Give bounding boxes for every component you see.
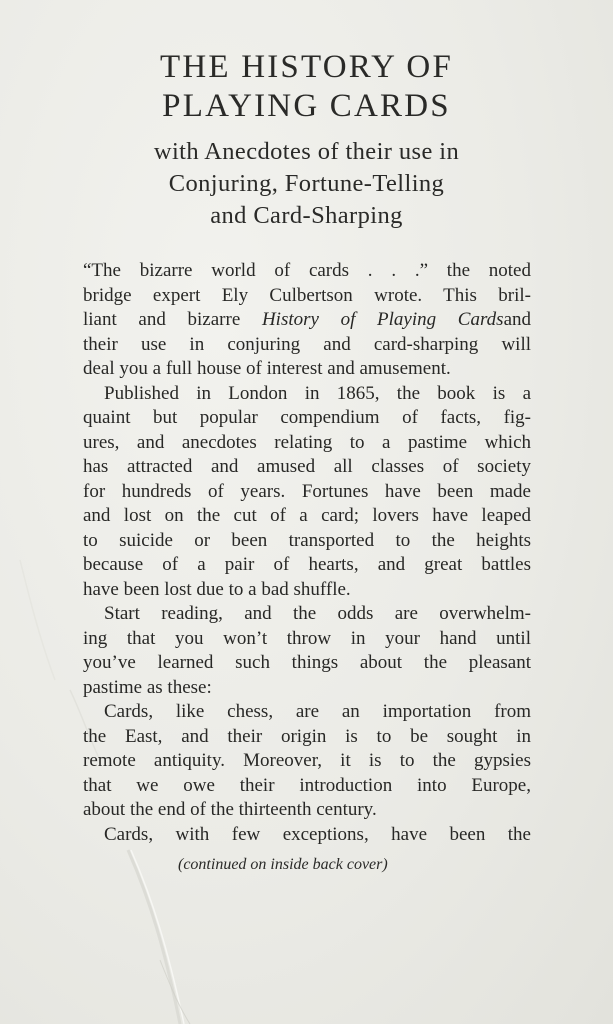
body-line: that we owe their introduction into Europe, [83, 775, 531, 796]
body-line: pastime as these: [83, 677, 212, 698]
body-line: their use in conjuring and card-sharping will [83, 334, 531, 355]
body-line: deal you a full house of interest and amusement. [83, 358, 451, 379]
body-text: and [503, 309, 531, 330]
body-line: Start reading, and the odds are overwhelm- [104, 603, 531, 624]
body-line: have been lost due to a bad shuffle. [83, 579, 351, 600]
subtitle-line-1: with Anecdotes of their use in [153, 138, 460, 165]
subtitle-line-3: and Card-Sharping [210, 202, 403, 229]
body-line: about the end of the thirteenth century. [83, 799, 377, 820]
body-line: Cards, like chess, are an importation from [104, 701, 531, 722]
body-line: the East, and their origin is to be sought in [83, 726, 531, 747]
body-line: has attracted and amused all classes of society [83, 456, 531, 477]
body-line: you’ve learned such things about the pleasant [83, 652, 531, 673]
book-title-italic: History of Playing Cards [261, 309, 504, 330]
body-text: liant and bizarre [83, 309, 241, 330]
body-line: for hundreds of years. Fortunes have been made [83, 481, 531, 502]
body-line [83, 310, 531, 329]
body-line: and lost on the cut of a card; lovers have leaped [83, 505, 531, 526]
body-line: ures, and anecdotes relating to a pastime which [83, 432, 531, 453]
title-line-1: THE HISTORY OF [160, 49, 453, 85]
body-line: ing that you won’t throw in your hand until [83, 628, 531, 649]
body-line: Published in London in 1865, the book is a [104, 383, 531, 404]
subtitle-line-2: Conjuring, Fortune-Telling [168, 170, 445, 197]
body-line: remote antiquity. Moreover, it is to the gypsies [83, 750, 531, 771]
body-line: bridge expert Ely Culbertson wrote. This bril- [83, 285, 531, 306]
body-line: because of a pair of hearts, and great battles [83, 554, 531, 575]
body-line: quaint but popular compendium of facts, fig- [83, 407, 531, 428]
title-line-2: PLAYING CARDS [162, 88, 451, 124]
body-line: Cards, with few exceptions, have been the [104, 824, 531, 845]
body-line: “The bizarre world of cards . . .” the noted [83, 260, 531, 281]
continued-note: (continued on inside back cover) [178, 856, 388, 873]
body-line: to suicide or been transported to the heights [83, 530, 531, 551]
